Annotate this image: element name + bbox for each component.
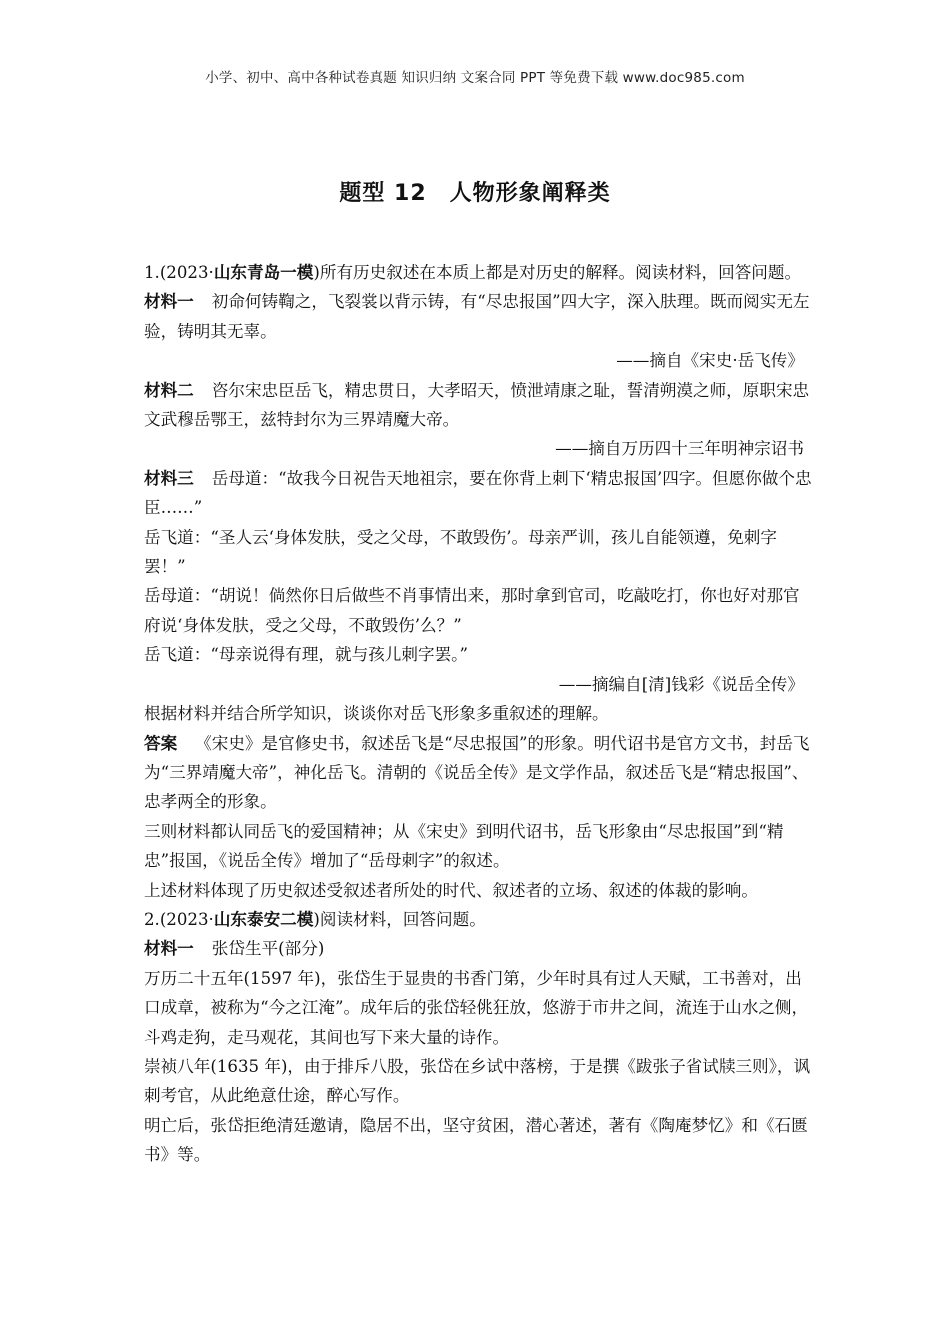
q1-material-3-line: 岳飞道：“母亲说得有理，就与孩儿刺字罢。” xyxy=(144,645,468,665)
material-label: 材料一 xyxy=(144,292,194,312)
q1-answer: 答案 《宋史》是官修史书，叙述岳飞是“尽忠报国”的形象。明代诏书是官方文书，封岳飞为“三界靖魔大帝”，神化岳飞。清朝的《说岳全传》是文学作品，叙述岳飞是“精忠报国”、忠孝两全的形象。 xyxy=(144,733,810,812)
answer-label: 答案 xyxy=(144,733,178,753)
q1-material-2-source: ——摘自万历四十三年明神宗诏书 xyxy=(555,439,804,459)
q1-source: 山东青岛一模 xyxy=(213,263,314,282)
q1-material-3-source: ——摘编自[清]钱彩《说岳全传》 xyxy=(558,674,804,694)
q1-question: 根据材料并结合所学知识，谈谈你对岳飞形象多重叙述的理解。 xyxy=(144,704,609,724)
q1-answer-paragraph: 三则材料都认同岳飞的爱国精神；从《宋史》到明代诏书，岳飞形象由“尽忠报国”到“精忠”报国，《说岳全传》增加了“岳母刺字”的叙述。 xyxy=(144,821,784,871)
material-label: 材料一 xyxy=(144,939,194,959)
q1-stem: 1.(2023·山东青岛一模)所有历史叙述在本质上都是对历史的解释。阅读材料，回答问题。 xyxy=(144,263,802,282)
q2-source: 山东泰安二模 xyxy=(213,909,314,929)
document-body xyxy=(144,258,814,1170)
q2-paragraph: 万历二十五年(1597 年)，张岱生于显贵的书香门第，少年时具有过人天赋，工书善对，出口成章，被称为“今之江淹”。成年后的张岱轻佻狂放，悠游于市井之间，流连于山水之侧，斗鸡走狗，走马观花，其间也写下来大量的诗作。 xyxy=(144,968,809,1047)
page-title: 题型 12 人物形象阐释类 xyxy=(339,181,611,206)
q1-material-3-line: 岳母道：“胡说！倘然你日后做些不肖事情出来，那时拿到官司，吃敲吃打，你也好对那官府说‘身体发肤，受之父母，不敢毁伤’么？” xyxy=(144,586,800,635)
q1-answer-paragraph: 上述材料体现了历史叙述受叙述者所处的时代、叙述者的立场、叙述的体裁的影响。 xyxy=(144,880,758,900)
q2-paragraph: 崇祯八年(1635 年)，由于排斥八股，张岱在乡试中落榜，于是撰《跋张子省试牍三则》，讽刺考官，从此绝意仕途，醉心写作。 xyxy=(144,1056,811,1106)
material-label: 材料三 xyxy=(144,468,194,488)
q2-paragraph: 明亡后，张岱拒绝清廷邀请，隐居不出，坚守贫困，潜心著述，著有《陶庵梦忆》和《石匮书》等。 xyxy=(144,1115,808,1165)
material-label: 材料二 xyxy=(144,380,194,400)
q1-material-1-source: ——摘自《宋史·岳飞传》 xyxy=(616,351,804,371)
q2-stem: 2.(2023·山东泰安二模)阅读材料，回答问题。 xyxy=(144,909,486,929)
q1-material-3: 材料三 岳母道：“故我今日祝告天地祖宗，要在你背上刺下‘精忠报国’四字。但愿你做个忠臣……” xyxy=(144,468,812,518)
q1-material-3-line: 岳飞道：“圣人云‘身体发肤，受之父母，不敢毁伤’。母亲严训，孩儿自能领遵，免刺字罢！” xyxy=(144,527,777,577)
site-header: 小学、初中、高中各种试卷真题 知识归纳 文案合同 PPT 等免费下载 www.doc985.com xyxy=(205,70,745,86)
q1-material-2: 材料二 咨尔宋忠臣岳飞，精忠贯日，大孝昭天，愤泄靖康之耻，誓清朔漠之师，原职宋忠文武穆岳鄂王，兹特封尔为三界靖魔大帝。 xyxy=(144,380,810,430)
q1-material-1: 材料一 初命何铸鞫之，飞裂裳以背示铸，有“尽忠报国”四大字，深入肤理。既而阅实无左验，铸明其无辜。 xyxy=(144,292,810,341)
q2-material-1: 材料一 张岱生平(部分) xyxy=(144,939,325,959)
